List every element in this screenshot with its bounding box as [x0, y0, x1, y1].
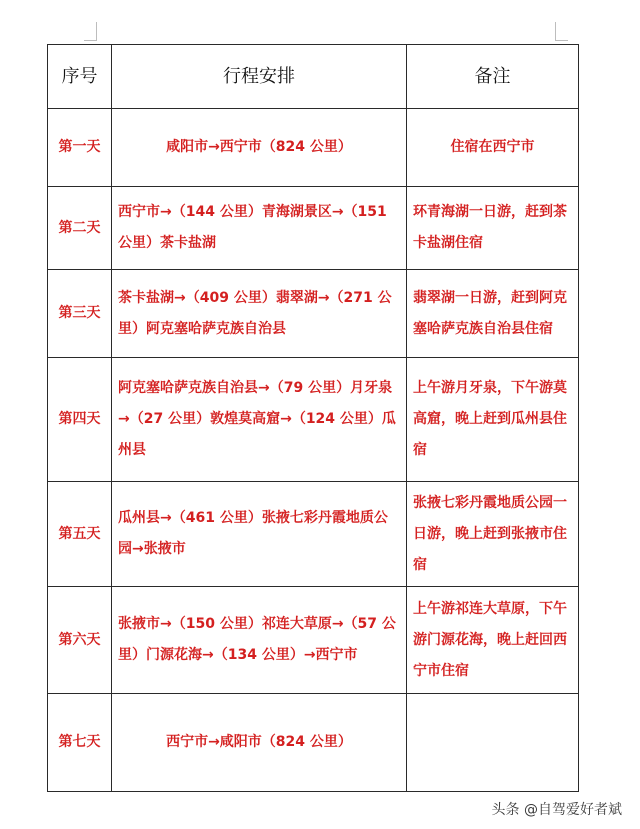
table-row: [48, 358, 579, 482]
route-cell: 茶卡盐湖→（409 公里）翡翠湖→（271 公里）阿克塞哈萨克族自治县: [112, 270, 407, 358]
note-cell: 上午游月牙泉，下午游莫高窟，晚上赶到瓜州县住宿: [407, 358, 579, 482]
day-cell: 第三天: [48, 270, 112, 358]
note-cell: 翡翠湖一日游，赶到阿克塞哈萨克族自治县住宿: [407, 270, 579, 358]
day-cell: 第六天: [48, 587, 112, 694]
route-cell: 瓜州县→（461 公里）张掖七彩丹霞地质公园→张掖市: [112, 482, 407, 587]
itinerary-table: [47, 44, 579, 792]
source-watermark: 头条 @自驾爱好者斌: [491, 802, 622, 818]
route-cell: 咸阳市→西宁市（824 公里）: [112, 109, 407, 187]
table-header-row: [48, 45, 579, 109]
route-cell: 西宁市→（144 公里）青海湖景区→（151 公里）茶卡盐湖: [112, 187, 407, 270]
day-cell: 第七天: [48, 694, 112, 792]
header-seq: 序号: [48, 45, 112, 109]
margin-corner-mark-left: [84, 22, 97, 41]
day-cell: 第四天: [48, 358, 112, 482]
header-note: 备注: [407, 45, 579, 109]
table-row: [48, 270, 579, 358]
day-cell: 第二天: [48, 187, 112, 270]
note-cell: 张掖七彩丹霞地质公园一日游，晚上赶到张掖市住宿: [407, 482, 579, 587]
route-cell: 张掖市→（150 公里）祁连大草原→（57 公里）门源花海→（134 公里）→西宁市: [112, 587, 407, 694]
table-row: [48, 482, 579, 587]
note-cell: 住宿在西宁市: [407, 109, 579, 187]
note-cell: [407, 694, 579, 792]
route-cell: 阿克塞哈萨克族自治县→（79 公里）月牙泉→（27 公里）敦煌莫高窟→（124 公里）瓜州县: [112, 358, 407, 482]
table-row: [48, 187, 579, 270]
table-row: [48, 694, 579, 792]
table-row: [48, 587, 579, 694]
route-cell: 西宁市→咸阳市（824 公里）: [112, 694, 407, 792]
table-row: [48, 109, 579, 187]
day-cell: 第一天: [48, 109, 112, 187]
note-cell: 环青海湖一日游，赶到茶卡盐湖住宿: [407, 187, 579, 270]
header-route: 行程安排: [112, 45, 407, 109]
margin-corner-mark-right: [555, 22, 568, 41]
day-cell: 第五天: [48, 482, 112, 587]
note-cell: 上午游祁连大草原，下午游门源花海，晚上赶回西宁市住宿: [407, 587, 579, 694]
